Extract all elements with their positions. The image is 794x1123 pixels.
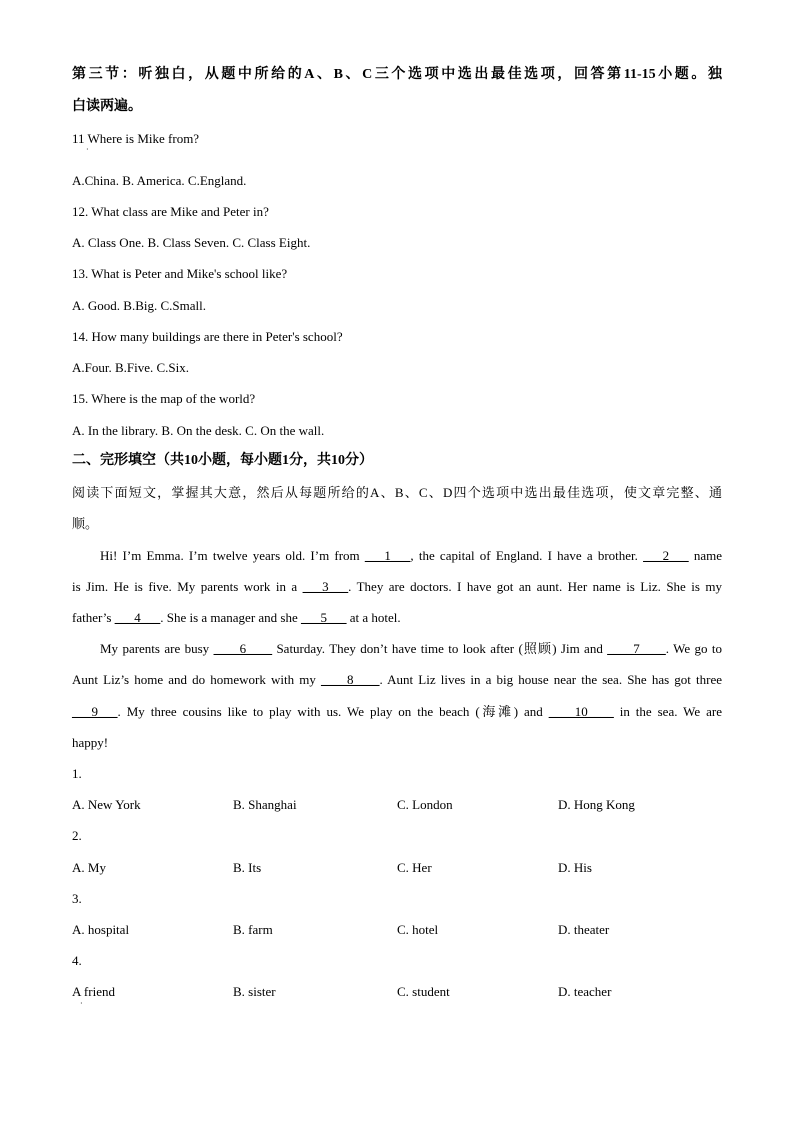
text-segment: Saturday. They don’t have time to look after (照顾) Jim and (272, 641, 608, 656)
blank-8[interactable]: ____8____ (320, 672, 380, 687)
passage-p2-line3 (72, 705, 722, 718)
passage-p2-line2 (72, 673, 722, 686)
blank-6[interactable]: ____6____ (213, 641, 273, 656)
question-11: 11 Where is Mike from? (72, 131, 200, 146)
listening-heading-line1: 第三节：听独白，从题中所给的A、B、C三个选项中选出最佳选项，回答第11-15小题。独 (72, 67, 722, 82)
item-1-option-d[interactable]: D. Hong Kong (558, 797, 635, 812)
text-segment: name (688, 548, 722, 563)
blank-5[interactable]: ___5___ (301, 610, 347, 625)
question-13-options: A. Good. B.Big. C.Small. (72, 298, 206, 313)
question-12-options: A. Class One. B. Class Seven. C. Class Eight. (72, 235, 311, 250)
passage-p1-line2 (72, 580, 722, 593)
item-3-option-a[interactable]: A. hospital (72, 922, 130, 937)
item-number-3: 3. (72, 891, 82, 906)
item-number-4: 4. (72, 953, 82, 968)
text-segment: . Aunt Liz lives in a big house near the sea. She has got three (379, 672, 722, 687)
item-3-option-c[interactable]: C. hotel (397, 922, 439, 937)
text-segment: . We go to (665, 641, 722, 656)
item-4-option-d[interactable]: D. teacher (558, 984, 612, 999)
cloze-heading: 二、完形填空（共10小题，每小题1分，共10分） (72, 453, 373, 468)
item-number-2: 2. (72, 828, 82, 843)
blank-7[interactable]: ____7____ (607, 641, 666, 656)
text-segment: is Jim. He is five. My parents work in a (72, 579, 303, 594)
blank-4[interactable]: ___4___ (114, 610, 161, 625)
item-4-option-c[interactable]: C. student (397, 984, 450, 999)
question-14: 14. How many buildings are there in Peter's school? (72, 329, 343, 344)
stray-dot-mark: · (80, 999, 83, 1008)
cloze-instruction-line2: 顺。 (72, 516, 99, 531)
item-1-option-a[interactable]: A. New York (72, 797, 141, 812)
passage-p1-line3 (72, 611, 401, 624)
passage-p2-line4: happy! (72, 735, 109, 750)
blank-3[interactable]: ___3___ (302, 579, 349, 594)
passage-p1-line1 (72, 549, 722, 562)
text-segment: in the sea. We are (613, 704, 722, 719)
listening-heading-line2: 白读两遍。 (72, 99, 142, 114)
question-11-options: A.China. B. America. C.England. (72, 173, 247, 188)
question-12: 12. What class are Mike and Peter in? (72, 204, 269, 219)
text-segment: . My three cousins like to play with us. We play on the beach (海滩) and (117, 704, 549, 719)
item-2-option-b[interactable]: B. Its (233, 860, 262, 875)
blank-1[interactable]: ___1___ (364, 548, 411, 563)
text-segment: , the capital of England. I have a brother. (410, 548, 644, 563)
item-1-option-c[interactable]: C. London (397, 797, 453, 812)
text-segment: Aunt Liz’s home and do homework with my (72, 672, 321, 687)
text-segment: father’s (72, 610, 115, 625)
text-segment: . They are doctors. I have got an aunt. Her name is Liz. She is my (348, 579, 722, 594)
cloze-instruction-line1: 阅读下面短文，掌握其大意，然后从每题所给的A、B、C、D四个选项中选出最佳选项，使文章完整、通 (72, 485, 722, 500)
blank-9[interactable]: ___9___ (72, 704, 118, 719)
text-segment: at a hotel. (346, 610, 401, 625)
stray-dot-mark: · (86, 145, 89, 154)
item-4-option-a[interactable]: A friend (72, 984, 115, 999)
item-1-option-b[interactable]: B. Shanghai (233, 797, 297, 812)
item-2-option-d[interactable]: D. His (558, 860, 592, 875)
blank-2[interactable]: ___2___ (643, 548, 689, 563)
blank-10[interactable]: ____10____ (548, 704, 614, 719)
question-15-options: A. In the library. B. On the desk. C. On the wall. (72, 423, 325, 438)
question-14-options: A.Four. B.Five. C.Six. (72, 360, 190, 375)
item-2-option-c[interactable]: C. Her (397, 860, 432, 875)
question-15: 15. Where is the map of the world? (72, 391, 256, 406)
text-segment: My parents are busy (100, 641, 214, 656)
item-number-1: 1. (72, 766, 82, 781)
item-4-option-b[interactable]: B. sister (233, 984, 276, 999)
passage-p2-line1 (72, 642, 722, 655)
item-2-option-a[interactable]: A. My (72, 860, 106, 875)
item-3-option-b[interactable]: B. farm (233, 922, 273, 937)
text-segment: Hi! I’m Emma. I’m twelve years old. I’m from (100, 548, 365, 563)
item-3-option-d[interactable]: D. theater (558, 922, 610, 937)
text-segment: . She is a manager and she (160, 610, 302, 625)
question-13: 13. What is Peter and Mike's school like? (72, 266, 288, 281)
